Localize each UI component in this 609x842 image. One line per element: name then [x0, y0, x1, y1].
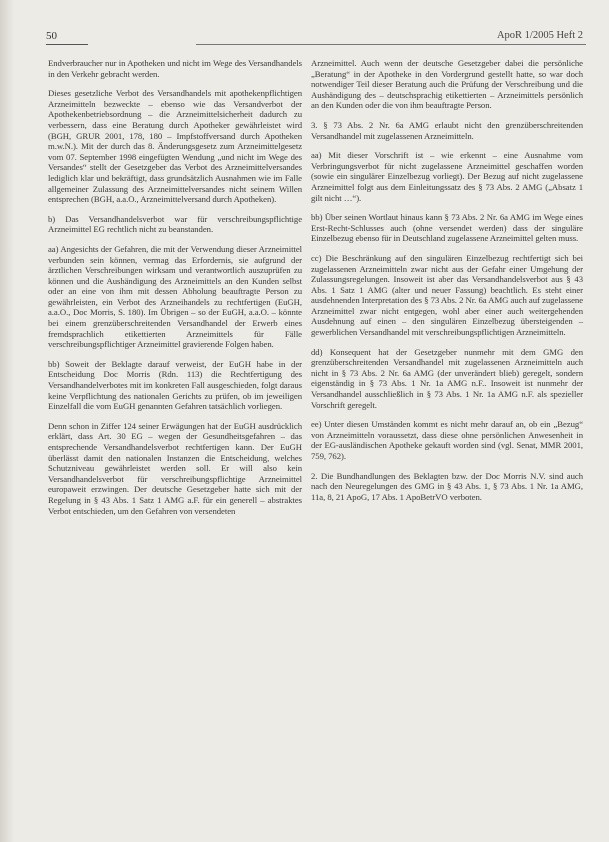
paragraph: dd) Konsequent hat der Gesetzgeber nunmehr mit dem GMG den grenzüberschreitenden Versandhandel mit zugelassenen Arzneimitteln auch nicht in § 73 Abs. 2 Nr. 6a AMG (der unverändert blieb) geregelt, sondern eigenständig in § 73 Abs. 1 Nr. 1a AMG n.F.. Insoweit ist nunmehr der Versandhandel ausschließlich in § 73 Abs. 1 Nr. 1a AMG n.F. als spezieller Vorschrift geregelt. [311, 346, 583, 410]
left-column [48, 58, 302, 525]
paragraph: aa) Angesichts der Gefahren, die mit der Verwendung dieser Arzneimittel verbunden sein können, vermag das Erfordernis, sie aufgrund der ärztlichen Verschreibungen wirksam und verantwortlich auszuprüfen zu können und die Aushändigung des Arzneimittels an den Kunden selbst oder an eine von ihm mit dessen Abholung beauftragte Person zu gewährleisten, ein Verbot des Arzneihandels zu rechtfertigen (EuGH, a.a.O., Doc Morris, S. 180). Im Übrigen – so der EuGH, a.a.O. – könnte bei einem grenzüberschreitenden Versandhandel der Erwerb eines fremdsprachlich etikettierten Arzneimittels für Fälle verschreibungspflichtiger Arzneimittel gravierende Folgen haben. [48, 243, 302, 350]
page-edge-shadow [0, 0, 14, 842]
page-number: 50 [46, 30, 57, 42]
right-column [311, 58, 583, 511]
paragraph: ee) Unter diesen Umständen kommt es nicht mehr darauf an, ob ein „Bezug“ von Arzneimitteln voraussetzt, dass diese ohne persönlichen Anwesenheit in der EG-ausländischen Apotheke gekauft worden sind (vgl. Senat, MMR 2001, 759, 762). [311, 419, 583, 461]
paragraph: Denn schon in Ziffer 124 seiner Erwägungen hat der EuGH ausdrücklich erklärt, dass Art. 30 EG – wegen der Gesundheitsgefahren – das entsprechende Versandhandelsverbot rechtfertigen kann. Der EuGH überlässt damit den nationalen Instanzen die Entscheidung, welches Schutzniveau gewährleistet werden soll. Er will also kein Versandhandelsverbot für verschreibungspflichtige Arzneimittel europaweit erzwingen. Der deutsche Gesetzgeber hatte sich mit der Regelung in § 43 Abs. 1 Satz 1 AMG a.F. für ein generell – abstraktes Verbot entschieden, um den Gefahren von versendeten [48, 420, 302, 516]
header-rule [196, 44, 586, 45]
page-header [46, 30, 583, 48]
header-rule [46, 44, 88, 45]
paragraph: Arzneimittel. Auch wenn der deutsche Gesetzgeber dabei die persönliche „Beratung“ in der Apotheke in den Vordergrund gestellt hatte, so war doch notwendiger Teil dieser Beratung auch die Prüfung der Verschreibung und die Aushändigung des – deutschsprachig etikettierten – Arzneimittels persönlich an den Kunden oder die von ihm beauftragte Person. [311, 58, 583, 111]
paragraph: cc) Die Beschränkung auf den singulären Einzelbezug rechtfertigt sich bei zugelassenen Arzneimitteln zwar nicht aus der Gefahr einer Umgehung der Zulassungsregelungen. Insoweit ist aber das Versandhandelsverbot aus § 43 Abs. 1 Satz 1 AMG (alter und neuer Fassung) beachtlich. Es steht einer ausdehnenden Interpretation des § 73 Abs. 2 Nr. 6a AMG auch auf zugelassene Arzneimittel zwar nicht entgegen, wohl aber einer auch weitergehenden Ausdehnung auf einen – den singulären Einzelbezug übersteigenden – gewerblichen Versandhandel mit verschreibungspflichtigen Arzneimitteln. [311, 252, 583, 338]
paragraph: bb) Über seinen Wortlaut hinaus kann § 73 Abs. 2 Nr. 6a AMG im Wege eines Erst-Recht-Schlusses auch (ohne versendet werden) dass der singuläre Einzelbezug ebenso für in Deutschland zugelassene Arzneimittel gelten muss. [311, 212, 583, 244]
paragraph: b) Das Versandhandelsverbot war für verschreibungspflichtige Arzneimittel EG rechtlich nicht zu beanstanden. [48, 213, 302, 235]
paragraph: 3. § 73 Abs. 2 Nr. 6a AMG erlaubt nicht den grenzüberschreitenden Versandhandel mit zugelassenen Arzneimitteln. [311, 119, 583, 141]
paragraph: 2. Die Bundhandlungen des Beklagten bzw. der Doc Morris N.V. sind auch nach den Neuregelungen des GMG in § 43 Abs. 1, § 73 Abs. 1 Nr. 1a AMG, 11a, 8, 21 ApoG, 17 Abs. 1 ApoBetrVO verboten. [311, 470, 583, 502]
paragraph: Dieses gesetzliche Verbot des Versandhandels mit apothekenpflichtigen Arzneimitteln bezweckte – ebenso wie das Versandverbot der Apothekenbetriebsordnung – die Arzneimittelsicherheit dadurch zu verbessern, dass eine Beratung durch Apotheker gewährleistet wird (BGH, GRUR 2001, 178, 180 – Impfstoffversand durch Apotheken m.w.N.). Mit der durch das 8. Änderungsgesetz zum Arzneimittelgesetz vom 07. September 1998 eingefügten Wendung „und nicht im Wege des Versandes“ stellt der Gesetzgeber das Verbot des Arzneimittelversandes lediglich klar und bekräftigt, dass grundsätzlich Ausnahmen wie im Falle allgemeiner Zulassung des Arzneimittelversandes nicht seinem Willen entsprechen (BGH, a.a.O., Arzneimittelversand durch Apotheken). [48, 88, 302, 205]
journal-reference: ApoR 1/2005 Heft 2 [496, 30, 583, 41]
paragraph: aa) Mit dieser Vorschrift ist – wie erkennt – eine Ausnahme vom Verbringungsverbot für nicht zugelassene Arzneimittel geschaffen worden (sowie ein singulärer Einzelbezug vorliegt). Der Bezug auf nicht zugelassene Arzneimittel folgt aus dem Einleitungssatz des § 73 Abs. 2 AMG („Absatz 1 gilt nicht …“). [311, 150, 583, 203]
paragraph: bb) Soweit der Beklagte darauf verweist, der EuGH habe in der Entscheidung Doc Morris (Rdn. 113) die Rechtfertigung des Versandhandelverbotes mit im konkreten Fall ausgeschieden, folgt daraus keine Verpflichtung des nationalen Gerichts zu prüfen, ob im jeweiligen Einzelfall die vom EuGH genannten Gefahren tatsächlich vorliegen. [48, 358, 302, 412]
paragraph: Endverbraucher nur in Apotheken und nicht im Wege des Versandhandels in den Verkehr gebracht werden. [48, 58, 302, 79]
